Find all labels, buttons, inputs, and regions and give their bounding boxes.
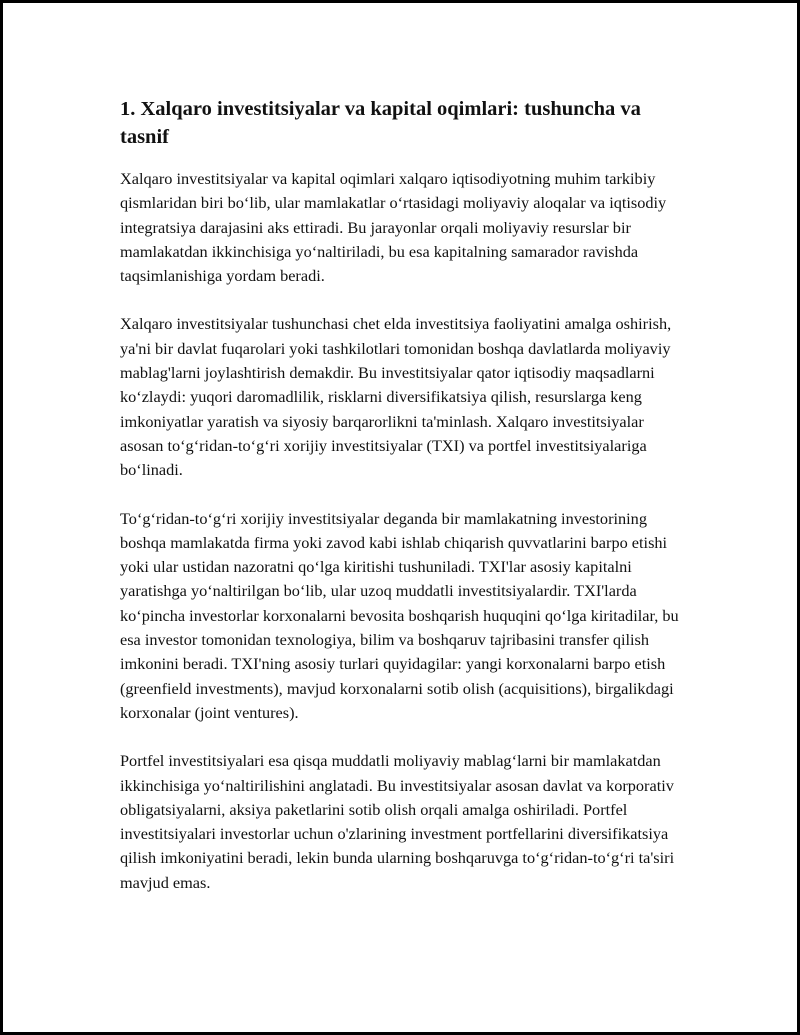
paragraph-1: Xalqaro investitsiyalar va kapital oqimlari xalqaro iqtisodiyotning muhim tarkibiy qismlaridan biri bo‘lib, ular mamlakatlar o‘rtasidagi moliyaviy aloqalar va iqtisodiy integratsiya darajasini aks ettiradi. Bu jarayonlar orqali moliyaviy resurslar bir mamlakatdan ikkinchisiga yo‘naltiriladi, bu esa kapitalning samarador ravishda taqsimlanishiga yordam beradi. bbox=[120, 169, 667, 286]
section-heading: 1. Xalqaro investitsiyalar va kapital oqimlari: tushuncha va tasnif bbox=[120, 98, 641, 148]
paragraph-4: Portfel investitsiyalari esa qisqa muddatli moliyaviy mablag‘larni bir mamlakatdan ikkinchisiga yo‘naltirilishini anglatadi. Bu investitsiyalar asosan davlat va korporativ obligatsiyalarni, aksiya paketlarini sotib olish orqali amalga oshiriladi. Portfel investitsiyalari investorlar uchun o'zlarining investment portfellarini diversifikatsiya qilish imkoniyatini beradi, lekin bunda ularning boshqaruvga to‘g‘ridan-to‘g‘ri ta'siri mavjud emas. bbox=[120, 751, 675, 892]
document-content bbox=[120, 95, 690, 919]
paragraph-2: Xalqaro investitsiyalar tushunchasi chet elda investitsiya faoliyatini amalga oshirish, ya'ni bir davlat fuqarolari yoki tashkilotlari tomonidan boshqa davlatlarda moliyaviy mablag'larni joylashtirish demakdir. Bu investitsiyalar qator iqtisodiy maqsadlarni ko‘zlaydi: yuqori daromadlilik, risklarni diversifikatsiya qilish, resurslarga keng imkoniyatlar yaratish va siyosiy barqarorlikni ta'minlash. Xalqaro investitsiyalar asosan to‘g‘ridan-to‘g‘ri xorijiy investitsiyalar (TXI) va portfel investitsiyalariga bo‘linadi. bbox=[120, 314, 672, 480]
paragraph-3: To‘g‘ridan-to‘g‘ri xorijiy investitsiyalar deganda bir mamlakatning investorining boshqa mamlakatda firma yoki zavod kabi ishlab chiqarish quvvatlarini barpo etishi yoki ular ustidan nazoratni qo‘lga kiritishi tushuniladi. TXI'lar asosiy kapitalni yaratishga yo‘naltirilgan bo‘lib, ular uzoq muddatli investitsiyalardir. TXI'larda ko‘pincha investorlar korxonalarni bevosita boshqarish huquqini qo‘lga kiritadilar, bu esa investor tomonidan texnologiya, bilim va boshqaruv tajribasini transfer qilish imkonini beradi. TXI'ning asosiy turlari quyidagilar: yangi korxonalarni barpo etish (greenfield investments), mavjud korxonalarni sotib olish (acquisitions), birgalikdagi korxonalar (joint ventures). bbox=[120, 508, 679, 722]
